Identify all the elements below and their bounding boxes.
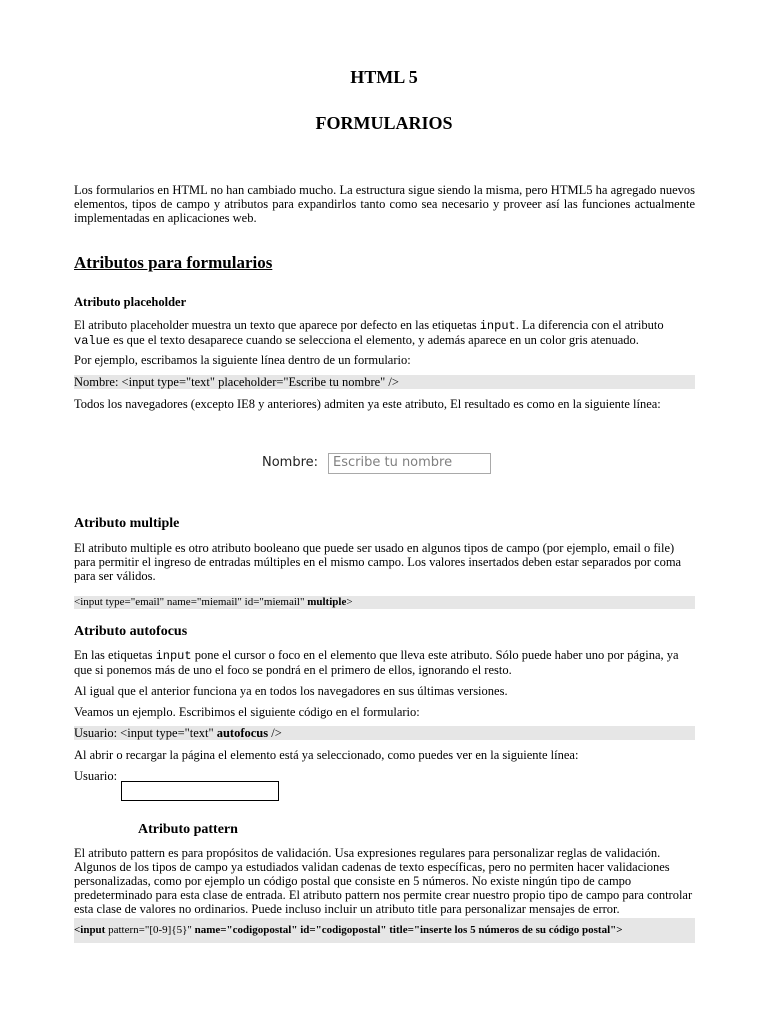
multiple-paragraph: El atributo multiple es otro atributo booleano que puede ser usado en algunos tipos de campo (por ejemplo, email o file) para permitir el ingreso de entradas múltiples en el mismo campo. Los valores insertados deben estar separados por coma para ser válidos.: [74, 541, 682, 583]
placeholder-example-intro: Por ejemplo, escribamos la siguiente línea dentro de un formulario:: [74, 353, 411, 367]
placeholder-heading: Atributo placeholder: [74, 295, 187, 309]
autofocus-paragraph: [74, 648, 695, 677]
document-title: HTML 5: [350, 67, 418, 87]
pattern-heading: Atributo pattern: [138, 822, 238, 837]
demo-nombre-label: Nombre:: [262, 455, 319, 470]
autofocus-code-a: Usuario: <input type="text": [74, 726, 217, 740]
pattern-code-block: [74, 918, 695, 943]
value-code-term: value: [74, 334, 111, 348]
autofocus-code-c: />: [268, 726, 282, 740]
placeholder-code-block: Nombre: <input type="text" placeholder="Escribe tu nombre" />: [74, 375, 695, 389]
multiple-heading: Atributo multiple: [74, 516, 180, 531]
placeholder-paragraph: [74, 318, 695, 348]
autofocus-code-b: autofocus: [216, 726, 269, 740]
multiple-code-a: <input type="email" name="miemail" id="miemail": [74, 596, 308, 608]
autofocus-text-a: En las etiquetas: [74, 648, 156, 662]
autofocus-example-intro: Veamos un ejemplo. Escribimos el siguiente código en el formulario:: [74, 705, 420, 719]
pattern-code-a: <input: [74, 924, 106, 936]
demo-usuario-input[interactable]: [121, 781, 279, 801]
placeholder-text-c: es que el texto desaparece cuando se selecciona el elemento, y además aparece en un color gris atenuado.: [110, 333, 639, 347]
multiple-code-b: multiple: [307, 596, 347, 608]
input-code-term: input: [479, 319, 516, 333]
document-subtitle: FORMULARIOS: [315, 113, 453, 133]
demo-usuario-label: Usuario:: [74, 769, 118, 783]
placeholder-text-b: . La diferencia con el atributo: [515, 318, 664, 332]
pattern-code-b: pattern="[0-9]{5}": [105, 924, 195, 936]
autofocus-result-text: Al abrir o recargar la página el elemento está ya seleccionado, como puedes ver en la siguiente línea:: [74, 748, 579, 762]
multiple-code-block: [74, 596, 695, 609]
autofocus-input-term: input: [155, 649, 192, 663]
pattern-paragraph: El atributo pattern es para propósitos de validación. Usa expresiones regulares para personalizar reglas de validación. Algunos de los tipos de campo ya estudiados validan cadenas de texto específicas, pero no permiten hacer validaciones personalizadas, como por ejemplo un código postal que consiste en 5 números. No existe ningún tipo de campo predeterminado para esta clase de entrada. El atributo pattern nos permite crear nuestro propio tipo de campo para controlar esta clase de valores no ordinarios. Puede incluso incluir un atributo title para personalizar mensajes de error.: [74, 846, 693, 916]
autofocus-text-b: pone el cursor o foco en el elemento que lleva este atributo. Sólo puede haber uno por página, ya que si ponemos más de uno el foco se pondrá en el primero de ellos, ignorando el resto.: [74, 648, 679, 677]
autofocus-heading: Atributo autofocus: [74, 624, 188, 639]
intro-paragraph: Los formularios en HTML no han cambiado mucho. La estructura sigue siendo la misma, pero HTML5 ha agregado nuevos elementos, tipos de campo y atributos para expandirlos tanto como sea necesario y proveer así las funciones actualmente implementadas en aplicaciones web.: [74, 183, 695, 225]
demo-nombre-input[interactable]: Escribe tu nombre: [328, 453, 491, 474]
placeholder-text-a: El atributo placeholder muestra un texto que aparece por defecto en las etiquetas: [74, 318, 480, 332]
pattern-code-c: name="codigopostal" id="codigopostal" title="inserte los 5 números de su código postal">: [194, 924, 623, 936]
autofocus-code-block: [74, 726, 695, 740]
placeholder-result-text: Todos los navegadores (excepto IE8 y anteriores) admiten ya este atributo, El resultado es como en la siguiente línea:: [74, 397, 661, 411]
section-heading: Atributos para formularios: [74, 253, 273, 272]
autofocus-support-text: Al igual que el anterior funciona ya en todos los navegadores en sus últimas versiones.: [74, 684, 508, 698]
multiple-code-c: >: [346, 596, 353, 608]
